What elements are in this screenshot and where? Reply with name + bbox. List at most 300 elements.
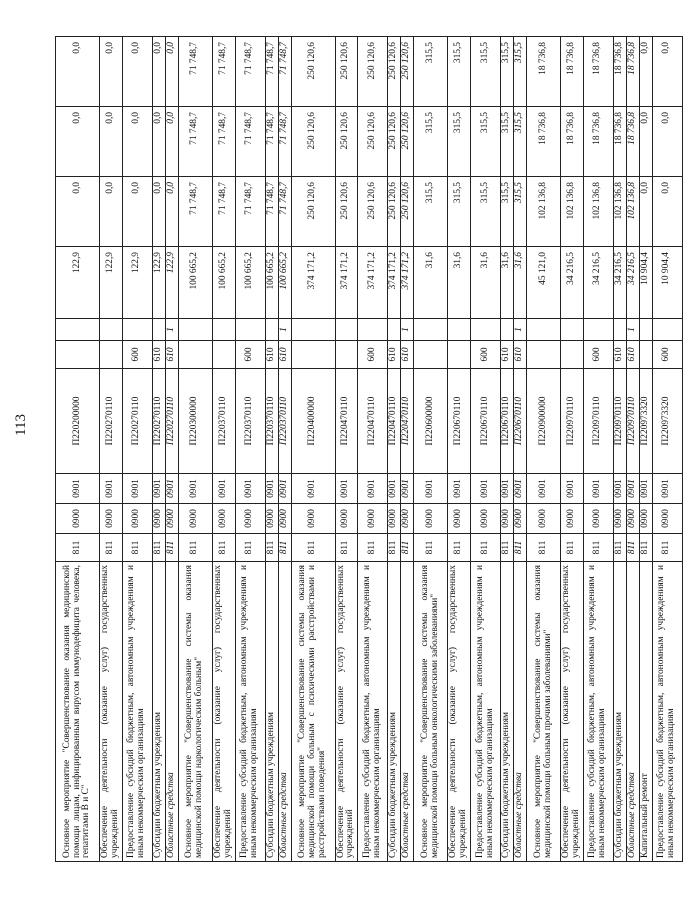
subsection-code: 0901 — [652, 474, 682, 504]
expense-type-code: 600 — [358, 341, 388, 369]
amount-year-4: 71 748,7 — [265, 37, 278, 107]
amount-year-3: 315,5 — [514, 107, 527, 177]
table-row — [278, 37, 291, 862]
table-row — [335, 37, 358, 862]
amount-year-3: 71 748,7 — [278, 107, 291, 177]
row-name: Предоставление субсидий бюджетным, автономным учреждениям и иным некоммерческим организациям — [471, 562, 501, 862]
target-article-code: П220470110 — [388, 369, 401, 474]
row-name: Предоставление субсидий бюджетным, автономным учреждениям и иным некоммерческим организациям — [122, 562, 152, 862]
target-article-code: П220670110 — [514, 369, 527, 474]
subsection-code: 0901 — [613, 474, 626, 504]
expense-type-code — [178, 341, 212, 369]
expense-type-code: 610 — [514, 341, 527, 369]
subsection-code: 0901 — [335, 474, 358, 504]
target-article-code: П220970110 — [626, 369, 639, 474]
section-code: 0900 — [501, 504, 514, 534]
target-article-code: П220370110 — [235, 369, 265, 474]
amount-year-2: 71 748,7 — [265, 177, 278, 247]
amount-year-1: 374 171,2 — [401, 247, 414, 319]
subsection-code: 0901 — [165, 474, 178, 504]
expense-type-code: 610 — [165, 341, 178, 369]
amount-year-4: 250 120,6 — [335, 37, 358, 107]
amount-year-4: 18 736,8 — [626, 37, 639, 107]
amount-year-4: 71 748,7 — [212, 37, 235, 107]
ministry-code: 811 — [471, 534, 501, 562]
funding-source-code: 1 — [278, 319, 291, 341]
amount-year-4: 315,5 — [501, 37, 514, 107]
section-code: 0900 — [583, 504, 613, 534]
expense-type-code — [335, 341, 358, 369]
amount-year-4: 315,5 — [448, 37, 471, 107]
subsection-code: 0901 — [527, 474, 561, 504]
subsection-code: 0901 — [122, 474, 152, 504]
table-row — [448, 37, 471, 862]
ministry-code: 811 — [122, 534, 152, 562]
amount-year-2: 315,5 — [501, 177, 514, 247]
funding-source-code — [501, 319, 514, 341]
amount-year-1: 31,6 — [414, 247, 448, 319]
subsection-code: 0901 — [100, 474, 123, 504]
amount-year-4: 71 748,7 — [278, 37, 291, 107]
amount-year-3: 18 736,8 — [527, 107, 561, 177]
amount-year-3: 71 748,7 — [265, 107, 278, 177]
section-code: 0900 — [561, 504, 584, 534]
ministry-code: 811 — [448, 534, 471, 562]
amount-year-2: 71 748,7 — [178, 177, 212, 247]
subsection-code: 0901 — [471, 474, 501, 504]
ministry-code: 811 — [561, 534, 584, 562]
target-article-code: П220270110 — [122, 369, 152, 474]
target-article-code: П220970110 — [561, 369, 584, 474]
expense-type-code — [56, 341, 100, 369]
amount-year-2: 0,0 — [639, 177, 652, 247]
expense-type-code — [639, 341, 652, 369]
amount-year-2: 0,0 — [165, 177, 178, 247]
section-code: 0900 — [265, 504, 278, 534]
amount-year-4: 250 120,6 — [291, 37, 335, 107]
table-row — [291, 37, 335, 862]
ministry-code: 811 — [613, 534, 626, 562]
table-row — [152, 37, 165, 862]
ministry-code: 811 — [652, 534, 682, 562]
expense-type-code: 610 — [265, 341, 278, 369]
section-code: 0900 — [178, 504, 212, 534]
row-name: Обеспечение деятельности (оказание услуг) государственных учреждений — [561, 562, 584, 862]
target-article-code: П220370110 — [212, 369, 235, 474]
target-article-code: П220973320 — [652, 369, 682, 474]
amount-year-3: 315,5 — [501, 107, 514, 177]
section-code: 0900 — [471, 504, 501, 534]
amount-year-2: 102 136,8 — [561, 177, 584, 247]
amount-year-1: 34 216,5 — [561, 247, 584, 319]
table-row — [235, 37, 265, 862]
expense-type-code: 600 — [122, 341, 152, 369]
target-article-code: П220370110 — [278, 369, 291, 474]
target-article-code: П220270110 — [165, 369, 178, 474]
subsection-code: 0901 — [178, 474, 212, 504]
amount-year-2: 0,0 — [100, 177, 123, 247]
table-row — [626, 37, 639, 862]
section-code: 0900 — [401, 504, 414, 534]
row-name: Обеспечение деятельности (оказание услуг) государственных учреждений — [448, 562, 471, 862]
ministry-code: 811 — [265, 534, 278, 562]
row-name: Областные средства — [278, 562, 291, 862]
ministry-code: 811 — [639, 534, 652, 562]
amount-year-4: 0,0 — [152, 37, 165, 107]
table-row — [639, 37, 652, 862]
row-name: Областные средства — [514, 562, 527, 862]
section-code: 0900 — [100, 504, 123, 534]
table-row — [501, 37, 514, 862]
amount-year-4: 18 736,8 — [527, 37, 561, 107]
amount-year-3: 250 120,6 — [401, 107, 414, 177]
target-article-code: П220970110 — [613, 369, 626, 474]
amount-year-4: 250 120,6 — [401, 37, 414, 107]
section-code: 0900 — [165, 504, 178, 534]
table-row — [178, 37, 212, 862]
funding-source-code — [235, 319, 265, 341]
section-code: 0900 — [514, 504, 527, 534]
amount-year-2: 71 748,7 — [212, 177, 235, 247]
table-row — [265, 37, 278, 862]
amount-year-3: 18 736,8 — [583, 107, 613, 177]
funding-source-code — [471, 319, 501, 341]
expense-type-code — [100, 341, 123, 369]
amount-year-1: 31,6 — [501, 247, 514, 319]
table-row — [100, 37, 123, 862]
subsection-code: 0901 — [561, 474, 584, 504]
amount-year-2: 250 120,6 — [291, 177, 335, 247]
amount-year-1: 34 216,5 — [583, 247, 613, 319]
amount-year-1: 100 665,2 — [278, 247, 291, 319]
table-row — [358, 37, 388, 862]
amount-year-2: 102 136,8 — [626, 177, 639, 247]
expense-type-code: 610 — [626, 341, 639, 369]
table-row — [122, 37, 152, 862]
section-code: 0900 — [652, 504, 682, 534]
ministry-code: 811 — [514, 534, 527, 562]
table-row — [613, 37, 626, 862]
ministry-code: 811 — [358, 534, 388, 562]
section-code: 0900 — [235, 504, 265, 534]
amount-year-1: 374 171,2 — [388, 247, 401, 319]
funding-source-code — [178, 319, 212, 341]
amount-year-3: 71 748,7 — [235, 107, 265, 177]
target-article-code: П220970110 — [583, 369, 613, 474]
row-name: Предоставление субсидий бюджетным, автономным учреждениям и иным некоммерческим организациям — [235, 562, 265, 862]
amount-year-4: 250 120,6 — [358, 37, 388, 107]
amount-year-4: 18 736,8 — [561, 37, 584, 107]
row-name: Субсидии бюджетным учреждениям — [613, 562, 626, 862]
row-name: Обеспечение деятельности (оказание услуг) государственных учреждений — [335, 562, 358, 862]
amount-year-3: 0,0 — [165, 107, 178, 177]
section-code: 0900 — [152, 504, 165, 534]
amount-year-3: 18 736,8 — [626, 107, 639, 177]
ministry-code: 811 — [501, 534, 514, 562]
amount-year-3: 315,5 — [448, 107, 471, 177]
amount-year-4: 0,0 — [165, 37, 178, 107]
subsection-code: 0901 — [583, 474, 613, 504]
row-name: Областные средства — [626, 562, 639, 862]
amount-year-2: 250 120,6 — [335, 177, 358, 247]
amount-year-1: 374 171,2 — [291, 247, 335, 319]
section-code: 0900 — [122, 504, 152, 534]
row-name: Обеспечение деятельности (оказание услуг) государственных учреждений — [100, 562, 123, 862]
amount-year-3: 0,0 — [152, 107, 165, 177]
amount-year-2: 71 748,7 — [278, 177, 291, 247]
amount-year-3: 0,0 — [100, 107, 123, 177]
expense-type-code — [414, 341, 448, 369]
expense-type-code: 600 — [652, 341, 682, 369]
amount-year-1: 34 216,5 — [626, 247, 639, 319]
table-row — [165, 37, 178, 862]
row-name: Предоставление субсидий бюджетным, автономным учреждениям и иным некоммерческим организациям — [652, 562, 682, 862]
amount-year-1: 100 665,2 — [212, 247, 235, 319]
budget-table — [55, 36, 683, 862]
amount-year-4: 0,0 — [639, 37, 652, 107]
amount-year-3: 250 120,6 — [291, 107, 335, 177]
amount-year-2: 0,0 — [122, 177, 152, 247]
expense-type-code: 600 — [471, 341, 501, 369]
target-article-code: П220600000 — [414, 369, 448, 474]
ministry-code: 811 — [178, 534, 212, 562]
table-row — [401, 37, 414, 862]
expense-type-code: 600 — [235, 341, 265, 369]
amount-year-1: 31,6 — [471, 247, 501, 319]
amount-year-2: 102 136,8 — [527, 177, 561, 247]
funding-source-code — [388, 319, 401, 341]
amount-year-3: 18 736,8 — [561, 107, 584, 177]
ministry-code: 811 — [291, 534, 335, 562]
subsection-code: 0901 — [358, 474, 388, 504]
amount-year-4: 18 736,8 — [613, 37, 626, 107]
target-article-code: П220270110 — [152, 369, 165, 474]
budget-table-body — [56, 37, 683, 862]
funding-source-code — [56, 319, 100, 341]
funding-source-code — [100, 319, 123, 341]
target-article-code: П220973320 — [639, 369, 652, 474]
target-article-code: П220400000 — [291, 369, 335, 474]
amount-year-1: 374 171,2 — [335, 247, 358, 319]
section-code: 0900 — [278, 504, 291, 534]
target-article-code: П220470110 — [358, 369, 388, 474]
funding-source-code — [527, 319, 561, 341]
section-code: 0900 — [291, 504, 335, 534]
row-name: Основное мероприятие "Совершенствование системы оказания медицинской помощи наркологическим больным" — [178, 562, 212, 862]
table-row — [514, 37, 527, 862]
page-number: 113 — [13, 414, 29, 436]
ministry-code: 811 — [56, 534, 100, 562]
amount-year-1: 122,9 — [152, 247, 165, 319]
funding-source-code — [152, 319, 165, 341]
amount-year-2: 315,5 — [414, 177, 448, 247]
section-code: 0900 — [613, 504, 626, 534]
section-code: 0900 — [335, 504, 358, 534]
funding-source-code — [335, 319, 358, 341]
amount-year-2: 102 136,8 — [583, 177, 613, 247]
amount-year-1: 122,9 — [100, 247, 123, 319]
target-article-code: П220670110 — [448, 369, 471, 474]
expense-type-code: 610 — [278, 341, 291, 369]
amount-year-2: 71 748,7 — [235, 177, 265, 247]
target-article-code: П220270110 — [100, 369, 123, 474]
section-code: 0900 — [212, 504, 235, 534]
section-code: 0900 — [448, 504, 471, 534]
amount-year-3: 250 120,6 — [335, 107, 358, 177]
funding-source-code: 1 — [514, 319, 527, 341]
section-code: 0900 — [626, 504, 639, 534]
funding-source-code — [448, 319, 471, 341]
row-name: Областные средства — [165, 562, 178, 862]
funding-source-code: 1 — [626, 319, 639, 341]
amount-year-1: 10 904,4 — [652, 247, 682, 319]
amount-year-3: 250 120,6 — [388, 107, 401, 177]
target-article-code: П220200000 — [56, 369, 100, 474]
amount-year-1: 31,6 — [514, 247, 527, 319]
expense-type-code — [527, 341, 561, 369]
subsection-code: 0901 — [152, 474, 165, 504]
subsection-code: 0901 — [514, 474, 527, 504]
ministry-code: 811 — [152, 534, 165, 562]
table-row — [561, 37, 584, 862]
funding-source-code: 1 — [401, 319, 414, 341]
expense-type-code: 610 — [152, 341, 165, 369]
amount-year-2: 0,0 — [56, 177, 100, 247]
funding-source-code: 1 — [165, 319, 178, 341]
ministry-code: 811 — [414, 534, 448, 562]
section-code: 0900 — [414, 504, 448, 534]
subsection-code: 0901 — [291, 474, 335, 504]
target-article-code: П220900000 — [527, 369, 561, 474]
target-article-code: П220370110 — [265, 369, 278, 474]
amount-year-3: 0,0 — [639, 107, 652, 177]
row-name: Областные средства — [401, 562, 414, 862]
amount-year-3: 18 736,8 — [613, 107, 626, 177]
subsection-code: 0901 — [235, 474, 265, 504]
funding-source-code — [414, 319, 448, 341]
subsection-code: 0901 — [278, 474, 291, 504]
expense-type-code: 610 — [388, 341, 401, 369]
funding-source-code — [212, 319, 235, 341]
amount-year-2: 250 120,6 — [358, 177, 388, 247]
expense-type-code — [561, 341, 584, 369]
ministry-code: 811 — [212, 534, 235, 562]
amount-year-4: 0,0 — [652, 37, 682, 107]
ministry-code: 811 — [100, 534, 123, 562]
expense-type-code — [212, 341, 235, 369]
subsection-code: 0901 — [414, 474, 448, 504]
subsection-code: 0901 — [56, 474, 100, 504]
row-name: Основное мероприятие "Совершенствование системы оказания медицинской помощи больным прочими заболеваниями" — [527, 562, 561, 862]
funding-source-code — [122, 319, 152, 341]
ministry-code: 811 — [165, 534, 178, 562]
row-name: Капитальный ремонт — [639, 562, 652, 862]
amount-year-3: 250 120,6 — [358, 107, 388, 177]
amount-year-2: 315,5 — [471, 177, 501, 247]
amount-year-1: 100 665,2 — [178, 247, 212, 319]
amount-year-2: 250 120,6 — [401, 177, 414, 247]
amount-year-1: 10 904,4 — [639, 247, 652, 319]
row-name: Предоставление субсидий бюджетным, автономным учреждениям и иным некоммерческим организациям — [358, 562, 388, 862]
target-article-code: П220470110 — [401, 369, 414, 474]
amount-year-4: 71 748,7 — [235, 37, 265, 107]
amount-year-1: 122,9 — [165, 247, 178, 319]
funding-source-code — [613, 319, 626, 341]
expense-type-code: 610 — [501, 341, 514, 369]
amount-year-3: 0,0 — [122, 107, 152, 177]
amount-year-2: 250 120,6 — [388, 177, 401, 247]
ministry-code: 811 — [388, 534, 401, 562]
amount-year-4: 18 736,8 — [583, 37, 613, 107]
amount-year-1: 122,9 — [56, 247, 100, 319]
expense-type-code: 610 — [613, 341, 626, 369]
amount-year-1: 31,6 — [448, 247, 471, 319]
amount-year-2: 315,5 — [514, 177, 527, 247]
amount-year-4: 315,5 — [514, 37, 527, 107]
amount-year-4: 315,5 — [471, 37, 501, 107]
amount-year-2: 102 136,8 — [613, 177, 626, 247]
funding-source-code — [652, 319, 682, 341]
subsection-code: 0901 — [265, 474, 278, 504]
ministry-code: 811 — [401, 534, 414, 562]
subsection-code: 0901 — [401, 474, 414, 504]
amount-year-4: 250 120,6 — [388, 37, 401, 107]
subsection-code: 0901 — [639, 474, 652, 504]
table-row — [388, 37, 401, 862]
row-name: Обеспечение деятельности (оказание услуг) государственных учреждений — [212, 562, 235, 862]
subsection-code: 0901 — [448, 474, 471, 504]
funding-source-code — [358, 319, 388, 341]
funding-source-code — [561, 319, 584, 341]
row-name: Субсидии бюджетным учреждениям — [152, 562, 165, 862]
expense-type-code — [448, 341, 471, 369]
ministry-code: 811 — [626, 534, 639, 562]
target-article-code: П220670110 — [471, 369, 501, 474]
amount-year-1: 374 171,2 — [358, 247, 388, 319]
ministry-code: 811 — [583, 534, 613, 562]
amount-year-3: 71 748,7 — [178, 107, 212, 177]
table-row — [414, 37, 448, 862]
subsection-code: 0901 — [501, 474, 514, 504]
amount-year-2: 0,0 — [652, 177, 682, 247]
funding-source-code — [583, 319, 613, 341]
amount-year-4: 0,0 — [56, 37, 100, 107]
amount-year-3: 0,0 — [56, 107, 100, 177]
amount-year-4: 315,5 — [414, 37, 448, 107]
funding-source-code — [639, 319, 652, 341]
funding-source-code — [265, 319, 278, 341]
amount-year-1: 45 121,0 — [527, 247, 561, 319]
row-name: Субсидии бюджетным учреждениям — [265, 562, 278, 862]
subsection-code: 0901 — [626, 474, 639, 504]
table-row — [652, 37, 682, 862]
amount-year-1: 100 665,2 — [265, 247, 278, 319]
ministry-code: 811 — [335, 534, 358, 562]
section-code: 0900 — [388, 504, 401, 534]
table-row — [583, 37, 613, 862]
amount-year-4: 0,0 — [100, 37, 123, 107]
section-code: 0900 — [56, 504, 100, 534]
ministry-code: 811 — [278, 534, 291, 562]
budget-table-container — [55, 37, 677, 862]
row-name: Субсидии бюджетным учреждениям — [388, 562, 401, 862]
expense-type-code: 600 — [583, 341, 613, 369]
section-code: 0900 — [639, 504, 652, 534]
target-article-code: П220300000 — [178, 369, 212, 474]
section-code: 0900 — [358, 504, 388, 534]
subsection-code: 0901 — [212, 474, 235, 504]
ministry-code: 811 — [235, 534, 265, 562]
